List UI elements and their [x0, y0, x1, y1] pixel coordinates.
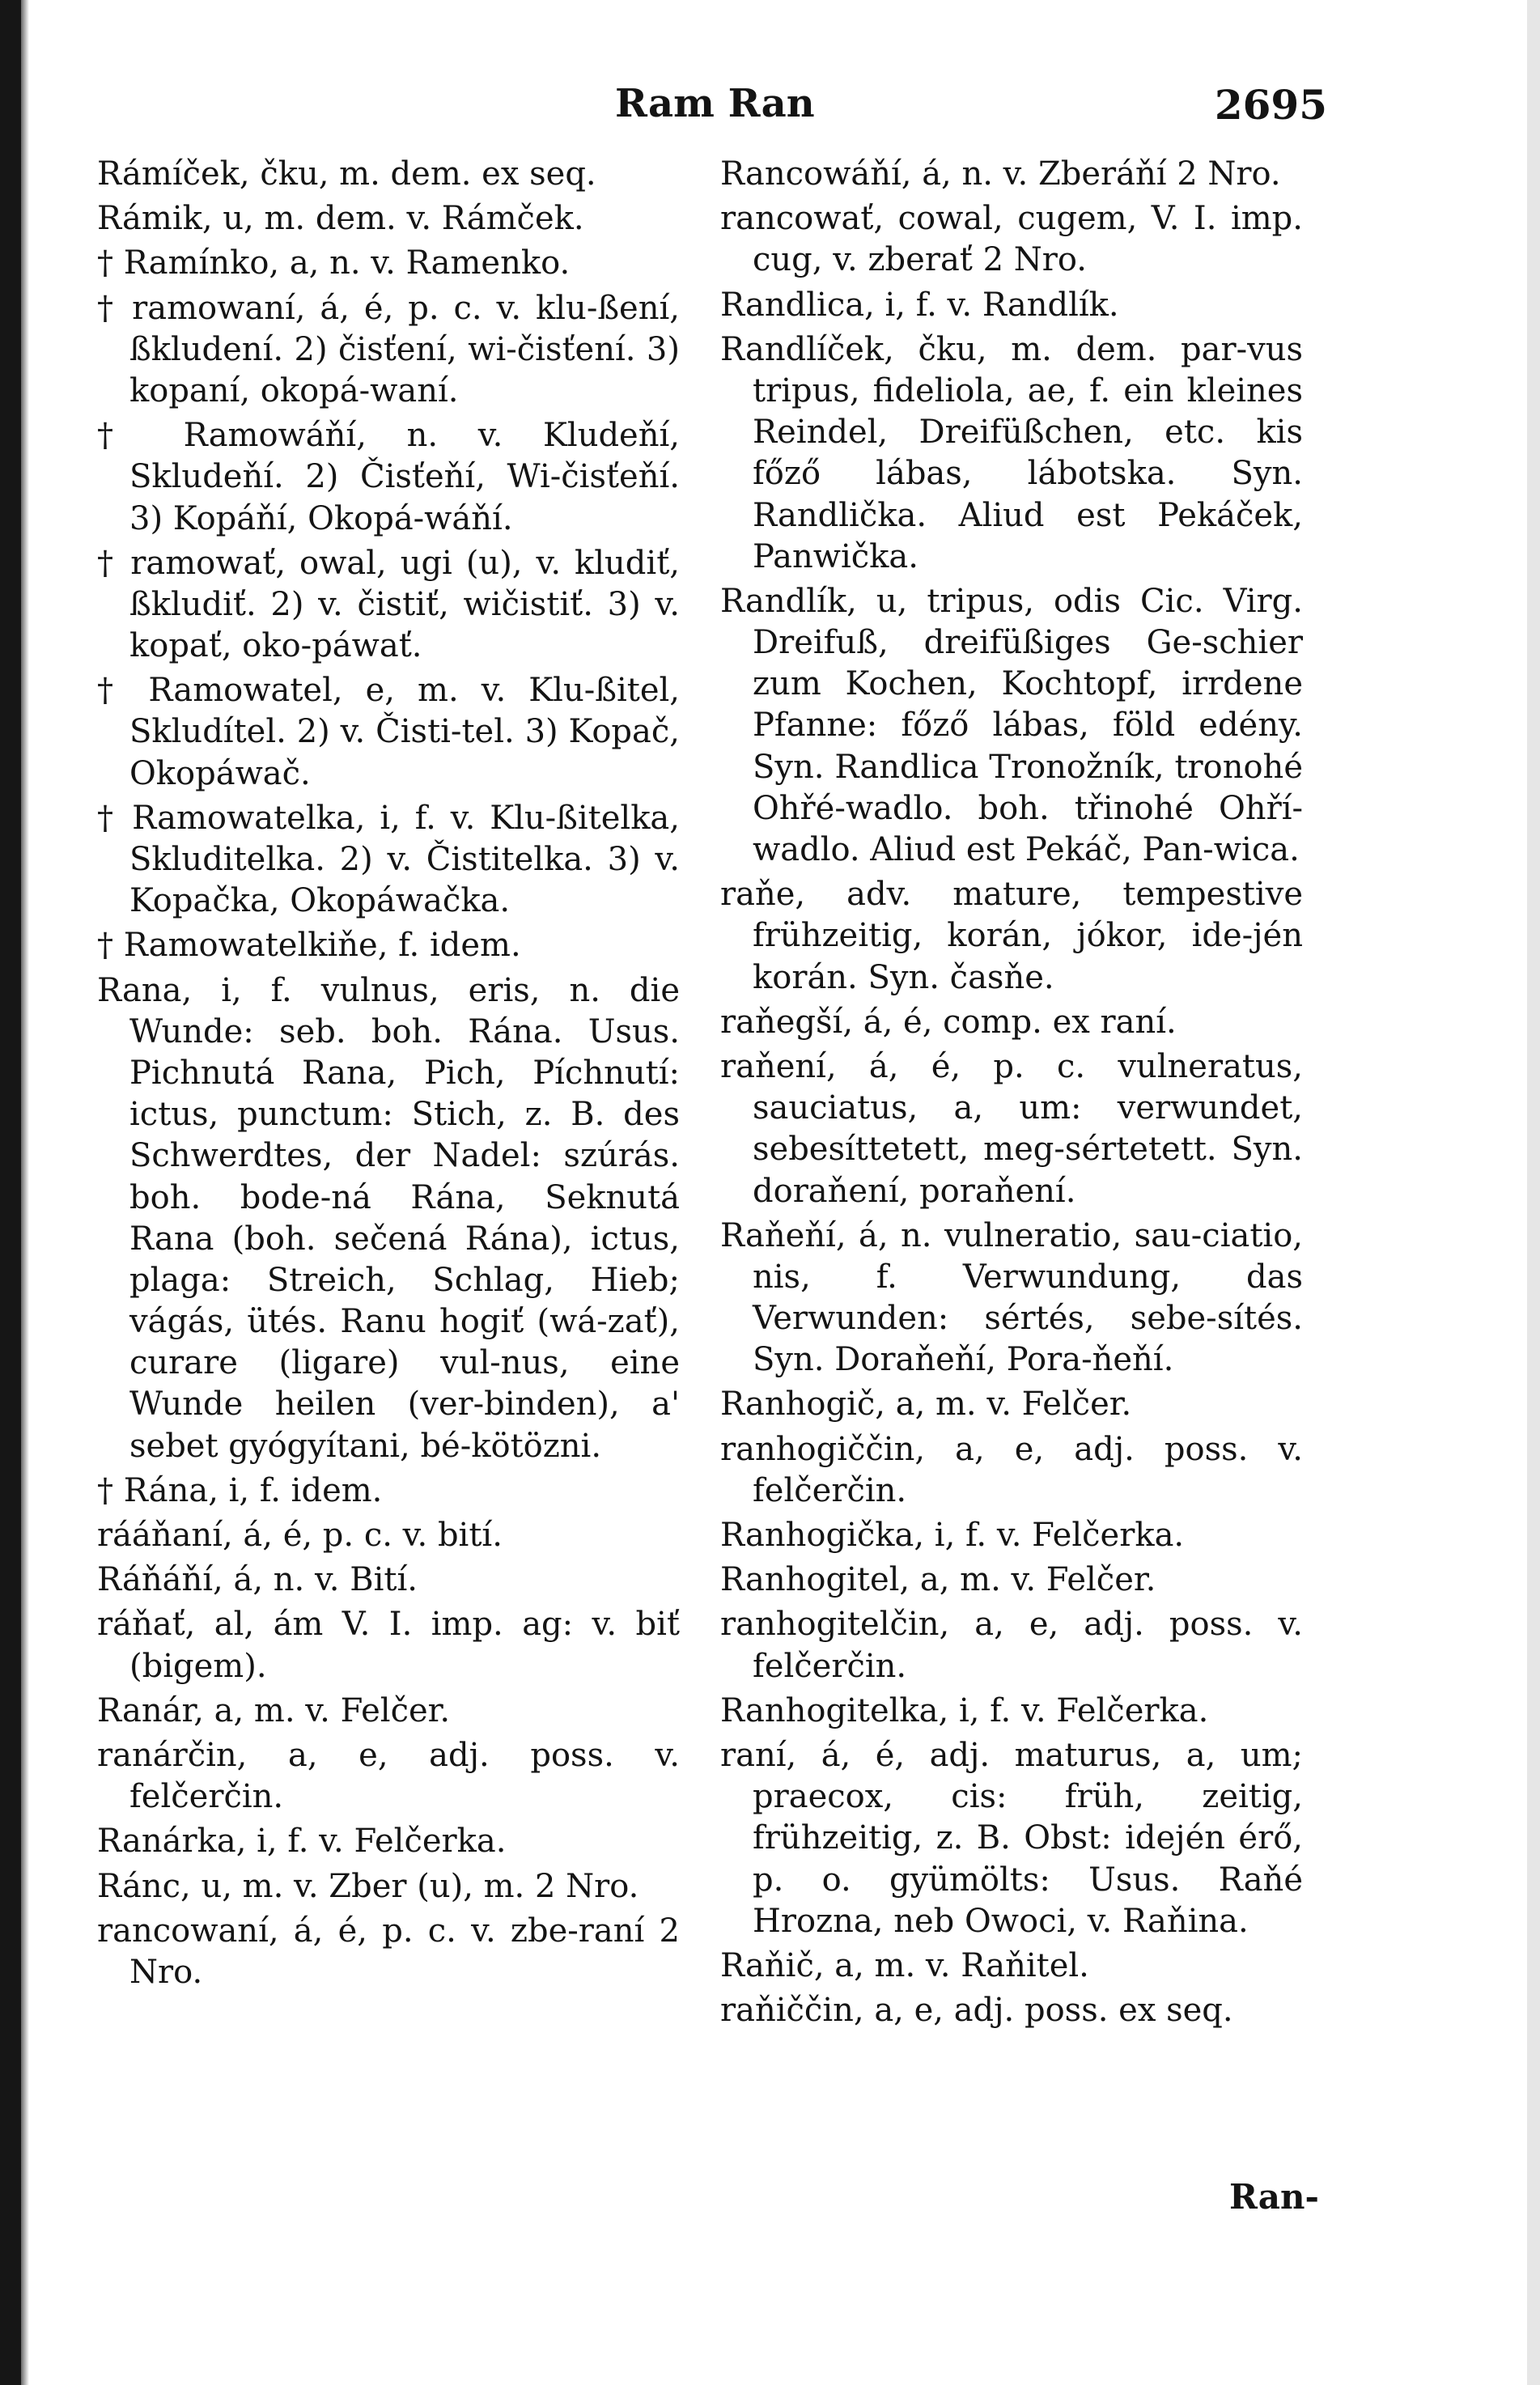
scan-right-edge — [1527, 0, 1540, 2385]
entry: † Ramínko, a, n. v. Ramenko. — [97, 244, 571, 282]
entry: † Ramowatelka, i, f. v. Klu-ßitelka, Skluditelka. 2) v. Čistitelka. 3) v. Kopačka, Okopáwačka. — [97, 799, 680, 920]
dictionary-page — [97, 73, 1327, 2371]
entry: Ranhogič, a, m. v. Felčer. — [720, 1386, 1132, 1424]
entry: raňení, á, é, p. c. vulneratus, sauciatus, a, um: verwundet, sebesíttetett, meg-sértetett. Syn. doraňení, poraňení. — [720, 1047, 1303, 1210]
entry: † Ramowatel, e, m. v. Klu-ßitel, Skludítel. 2) v. Čisti-tel. 3) Kopač, Okopáwač. — [97, 672, 680, 792]
entry: raňegší, á, é, comp. ex raní. — [720, 1003, 1177, 1041]
entry: ranhogitelčin, a, e, adj. poss. v. felčerčin. — [720, 1606, 1303, 1685]
scan-left-edge — [0, 0, 21, 2385]
running-head-words: Ram Ran — [615, 81, 815, 126]
entry: Ranár, a, m. v. Felčer. — [97, 1691, 451, 1729]
entry: Ranhogička, i, f. v. Felčerka. — [720, 1517, 1185, 1554]
entry: Ranhogitel, a, m. v. Felčer. — [720, 1561, 1156, 1599]
entry: † Rána, i, f. idem. — [97, 1471, 383, 1509]
entry: † Ramowáňí, n. v. Kludeňí, Skludeňí. 2) Čisťeňí, Wi-čisťeňí. 3) Kopáňí, Okopá-wáňí. — [97, 417, 680, 537]
entry: rancowaní, á, é, p. c. v. zbe-raní 2 Nro. — [97, 1912, 680, 1991]
entry: Raňeňí, á, n. vulneratio, sau-ciatio, nis, f. Verwundung, das Verwunden: sértés, sebe-sítés. Syn. Doraňeňí, Pora-ňeňí. — [720, 1216, 1303, 1379]
right-column — [720, 154, 1303, 2035]
entry: Raňič, a, m. v. Raňitel. — [720, 1946, 1089, 1984]
entry: rancowať, cowal, cugem, V. I. imp. cug, v. zberať 2 Nro. — [720, 200, 1303, 279]
entry: Ránc, u, m. v. Zber (u), m. 2 Nro. — [97, 1867, 639, 1905]
entry: ráňať, al, ám V. I. imp. ag: v. biť (bigem). — [97, 1606, 680, 1685]
scan-gutter-shadow — [21, 0, 29, 2385]
entry: raňe, adv. mature, tempestive frühzeitig, korán, jókor, ide-jén korán. Syn. časňe. — [720, 876, 1303, 996]
entry: Rámíček, čku, m. dem. ex seq. — [97, 155, 596, 193]
entry: raní, á, é, adj. maturus, a, um; praecox, cis: früh, zeitig, frühzeitig, z. B. Obst: idején érő, p. o. gyümölts: Usus. Raňé Hrozna, neb Owoci, v. Raňina. — [720, 1736, 1303, 1940]
entry: Ráňáňí, á, n. v. Bití. — [97, 1561, 418, 1599]
entry: Randlík, u, tripus, odis Cic. Virg. Dreifuß, dreifüßiges Ge-schier zum Kochen, Kochtopf, irrdene Pfanne: főző lábas, föld edény. Syn. Randlica Tronožník, tronohé Ohřé-wadlo. boh. třinohé Ohří-wadlo. Aliud est Pekáč, Pan-wica. — [720, 582, 1303, 868]
catchword: Ran- — [1228, 2177, 1319, 2217]
entry: ranhogiččin, a, e, adj. poss. v. felčerčin. — [720, 1430, 1303, 1509]
running-head — [97, 81, 1327, 146]
entry: † ramowať, owal, ugi (u), v. kludiť, ßkludiť. 2) v. čistiť, wičistiť. 3) v. kopať, oko-páwať. — [97, 544, 680, 665]
left-column — [97, 154, 680, 1997]
entry: Rancowáňí, á, n. v. Zberáňí 2 Nro. — [720, 155, 1281, 193]
page-number: 2695 — [1214, 81, 1327, 129]
entry: † Ramowatelkiňe, f. idem. — [97, 927, 521, 965]
entry: ranárčin, a, e, adj. poss. v. felčerčin. — [97, 1736, 680, 1816]
entry: Randlica, i, f. v. Randlík. — [720, 286, 1119, 324]
entry: rááňaní, á, é, p. c. v. bití. — [97, 1517, 503, 1554]
entry: raňiččin, a, e, adj. poss. ex seq. — [720, 1992, 1233, 2030]
entry: † ramowaní, á, é, p. c. v. klu-ßení, ßkludení. 2) čisťení, wi-čisťení. 3) kopaní, okopá-waní. — [97, 289, 680, 410]
entry: Randlíček, čku, m. dem. par-vus tripus, fideliola, ae, f. ein kleines Reindel, Dreifüßchen, etc. kis főző lábas, lábotska. Syn. Randlička. Aliud est Pekáček, Panwička. — [720, 330, 1303, 575]
entry: Ranhogitelka, i, f. v. Felčerka. — [720, 1691, 1209, 1729]
entry: Rámik, u, m. dem. v. Rámček. — [97, 200, 584, 238]
entry: Ranárka, i, f. v. Felčerka. — [97, 1823, 507, 1861]
entry: Rana, i, f. vulnus, eris, n. die Wunde: seb. boh. Rána. Usus. Pichnutá Rana, Pich, Píchnutí: ictus, punctum: Stich, z. B. des Schwerdtes, der Nadel: szúrás. boh. bode-ná Rána, Seknutá Rana (boh. sečená Rána), ictus, plaga: Streich, Schlag, Hieb; vágás, ütés. Ranu hogiť (wá-zať), curare (ligare) vul-nus, eine Wunde heilen (ver-binden), a' sebet gyógyítani, bé-kötözni. — [97, 971, 680, 1465]
